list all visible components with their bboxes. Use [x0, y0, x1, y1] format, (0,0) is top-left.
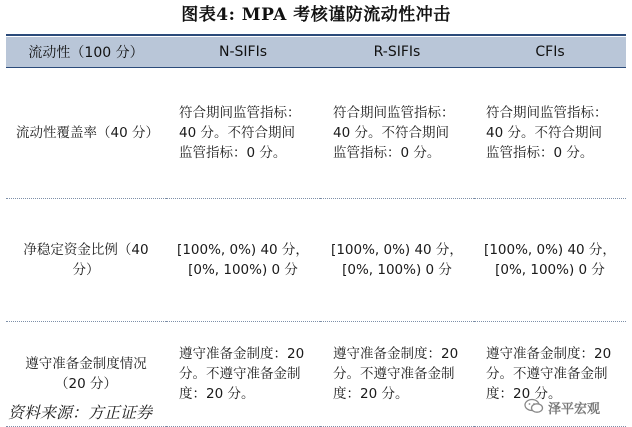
- cell-text: 遵守准备金制度：20 分。不遵守准备金制度：20 分。: [486, 346, 612, 402]
- table-cell: [320, 68, 474, 199]
- row-label: 流动性覆盖率（40 分）: [16, 125, 159, 141]
- row-label: 遵守准备金制度情况（20 分）: [25, 356, 147, 392]
- table-cell: [474, 199, 626, 322]
- table-cell: [320, 199, 474, 322]
- cell-text: 符合期间监管指标：40 分。不符合期间监管指标：0 分。: [333, 105, 455, 161]
- table-cell: [166, 322, 320, 427]
- table-cell: [166, 68, 320, 199]
- row-label-cell: [6, 68, 166, 199]
- table-cell: [474, 68, 626, 199]
- table-cell: [166, 199, 320, 322]
- table-row: [6, 68, 626, 199]
- cell-text: 符合期间监管指标：40 分。不符合期间监管指标：0 分。: [486, 105, 608, 161]
- table-cell: [320, 322, 474, 427]
- row-label-cell: [6, 199, 166, 322]
- header-r-sifis: R-SIFIs: [320, 37, 474, 68]
- header-n-sifis: N-SIFIs: [166, 37, 320, 68]
- cell-text: 符合期间监管指标：40 分。不符合期间监管指标：0 分。: [179, 105, 301, 161]
- watermark: 泽平宏观: [548, 402, 601, 417]
- source-note: 资料来源：方正证券: [8, 403, 153, 422]
- header-cfis: CFIs: [474, 37, 626, 68]
- cell-text: [100%, 0%) 40 分，[0%, 100%) 0 分: [177, 242, 309, 278]
- figure-title: 图表4: MPA 考核谨防流动性冲击: [181, 5, 451, 25]
- cell-text: [100%, 0%) 40 分，[0%, 100%) 0 分: [331, 242, 463, 278]
- top-rule: [6, 34, 626, 36]
- cell-text: 遵守准备金制度：20 分。不遵守准备金制度：20 分。: [333, 346, 459, 402]
- row-label: 净稳定资金比例（40 分）: [23, 242, 149, 278]
- header-liquidity: 流动性（100 分）: [6, 37, 166, 68]
- table-row: [6, 199, 626, 322]
- cell-text: 遵守准备金制度：20 分。不遵守准备金制度：20 分。: [179, 346, 305, 402]
- cell-text: [100%, 0%) 40 分，[0%, 100%) 0 分: [484, 242, 616, 278]
- wechat-icon: [524, 398, 544, 414]
- header-row: [6, 37, 626, 68]
- mpa-liquidity-table: [6, 37, 626, 427]
